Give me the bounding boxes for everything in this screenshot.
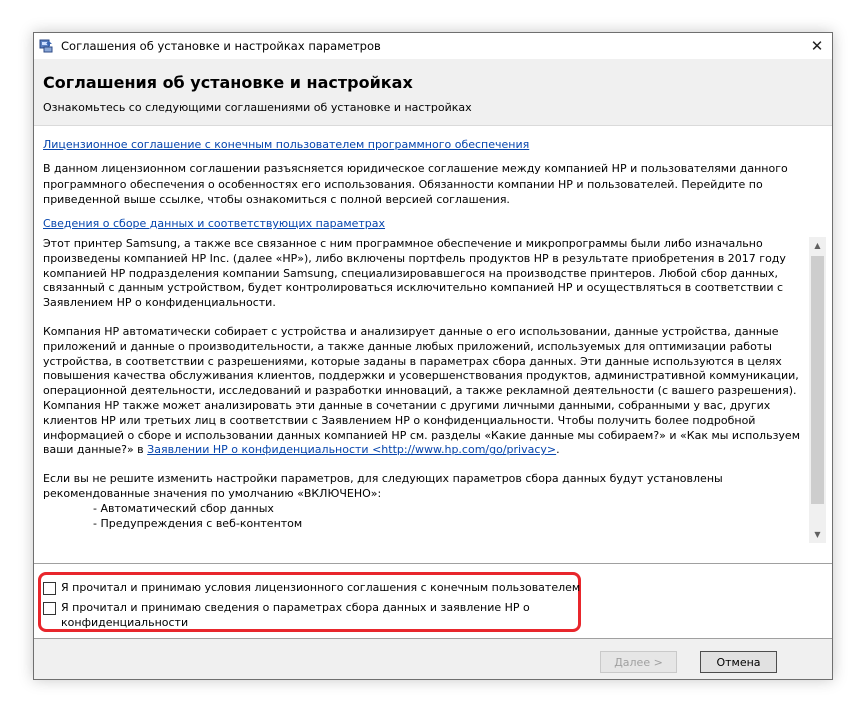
- close-icon[interactable]: ✕: [810, 37, 824, 55]
- installer-dialog: [33, 32, 833, 680]
- next-button[interactable]: Далее >: [600, 651, 677, 673]
- checkbox-box[interactable]: [43, 582, 56, 595]
- button-bar: [34, 639, 832, 679]
- vertical-scrollbar[interactable]: [809, 237, 826, 543]
- privacy-accept-checkbox[interactable]: [43, 601, 553, 630]
- window-title: Соглашения об установке и настройках параметров: [61, 39, 381, 53]
- agreement-checkboxes: [34, 564, 832, 638]
- paragraph-data-usage-end: .: [556, 443, 560, 457]
- default-item: - Предупреждения с веб-контентом: [93, 516, 303, 530]
- data-collection-link[interactable]: Сведения о сборе данных и соответствующих параметрах: [43, 217, 386, 230]
- data-collection-textbox[interactable]: [43, 237, 819, 543]
- checkbox-label: Я прочитал и принимаю условия лицензионного соглашения с конечным пользователем: [61, 581, 581, 594]
- wizard-header: [34, 59, 832, 126]
- eula-accept-checkbox[interactable]: [43, 581, 580, 596]
- chevron-down-icon[interactable]: ▼: [814, 530, 821, 539]
- data-collection-text: [43, 237, 803, 531]
- privacy-statement-link[interactable]: Заявлении HP о конфиденциальности <http://www.hp.com/go/privacy>: [147, 443, 557, 457]
- title-bar[interactable]: [34, 33, 832, 60]
- cancel-button[interactable]: Отмена: [700, 651, 777, 673]
- eula-description: В данном лицензионном соглашении разъясняется юридическое соглашение между компанией HP и пользователями данного программного обеспечения о особенностях его использования. Обязанности компании HP и пользователей. Перейдите по приведенной выше ссылке, чтобы ознакомиться с полной версией соглашения.: [43, 162, 788, 206]
- page-subtitle: Ознакомьтесь со следующими соглашениями об установке и настройках: [43, 101, 472, 114]
- scrollbar-thumb[interactable]: [811, 256, 824, 504]
- paragraph-defaults: Если вы не решите изменить настройки параметров, для следующих параметров сбора данных будут установлены рекомендованные значения по умолчанию «ВКЛЮЧЕНО»:: [43, 472, 723, 500]
- paragraph-samsung: Этот принтер Samsung, а также все связанное с ним программное обеспечение и микропрограммы были либо изначально произведены компанией HP Inc. (далее «HP»), либо включены портфель продуктов HP в результате приобретения в 2017 году компанией HP подразделения компании Samsung, специализировавшегося на производстве принтеров. Любой сбор данных, связанный с данным устройством, будет контролироваться исключительно компанией HP и осуществляться в соответствии с Заявлением HP о конфиденциальности.: [43, 237, 786, 310]
- checkbox-label: Я прочитал и принимаю сведения о параметрах сбора данных и заявление HP о конфиденциальности: [61, 601, 530, 629]
- eula-link[interactable]: Лицензионное соглашение с конечным пользователем программного обеспечения: [43, 138, 530, 151]
- chevron-up-icon[interactable]: ▲: [814, 241, 821, 250]
- installer-icon: [38, 38, 54, 54]
- paragraph-data-usage-text: Компания HP автоматически собирает с устройства и анализирует данные о его использовании, данные устройства, данные приложений и данные о производительности, а также данные любых приложений, используемых для оптимизации работы устройства, в соответствии с разрешениями, которые заданы в параметрах сбора данных. Эти данные используются в целях повышения качества обслуживания клиентов, поддержки и усовершенствования продуктов, административной коммуникации, операционной деятельности, исследований и разработки инноваций, а также рекламной деятельности (с вашего разрешения). Компания HP также может анализировать эти данные в сочетании с другими личными данными, собранными у вас, других клиентов HP или третьих лиц в соответствии с Заявлением HP о конфиденциальности. Чтобы получить более подробной информацией о сборе и использовании данных компанией HP см. разделы «Какие данные мы собираем?» и «Как мы используем ваши данные?» в: [43, 324, 800, 457]
- page-title: Соглашения об установке и настройках: [43, 73, 413, 92]
- default-item: - Автоматический сбор данных: [93, 501, 274, 515]
- paragraph-data-usage: [43, 325, 803, 458]
- agreements-content: [34, 126, 832, 563]
- checkbox-box[interactable]: [43, 602, 56, 615]
